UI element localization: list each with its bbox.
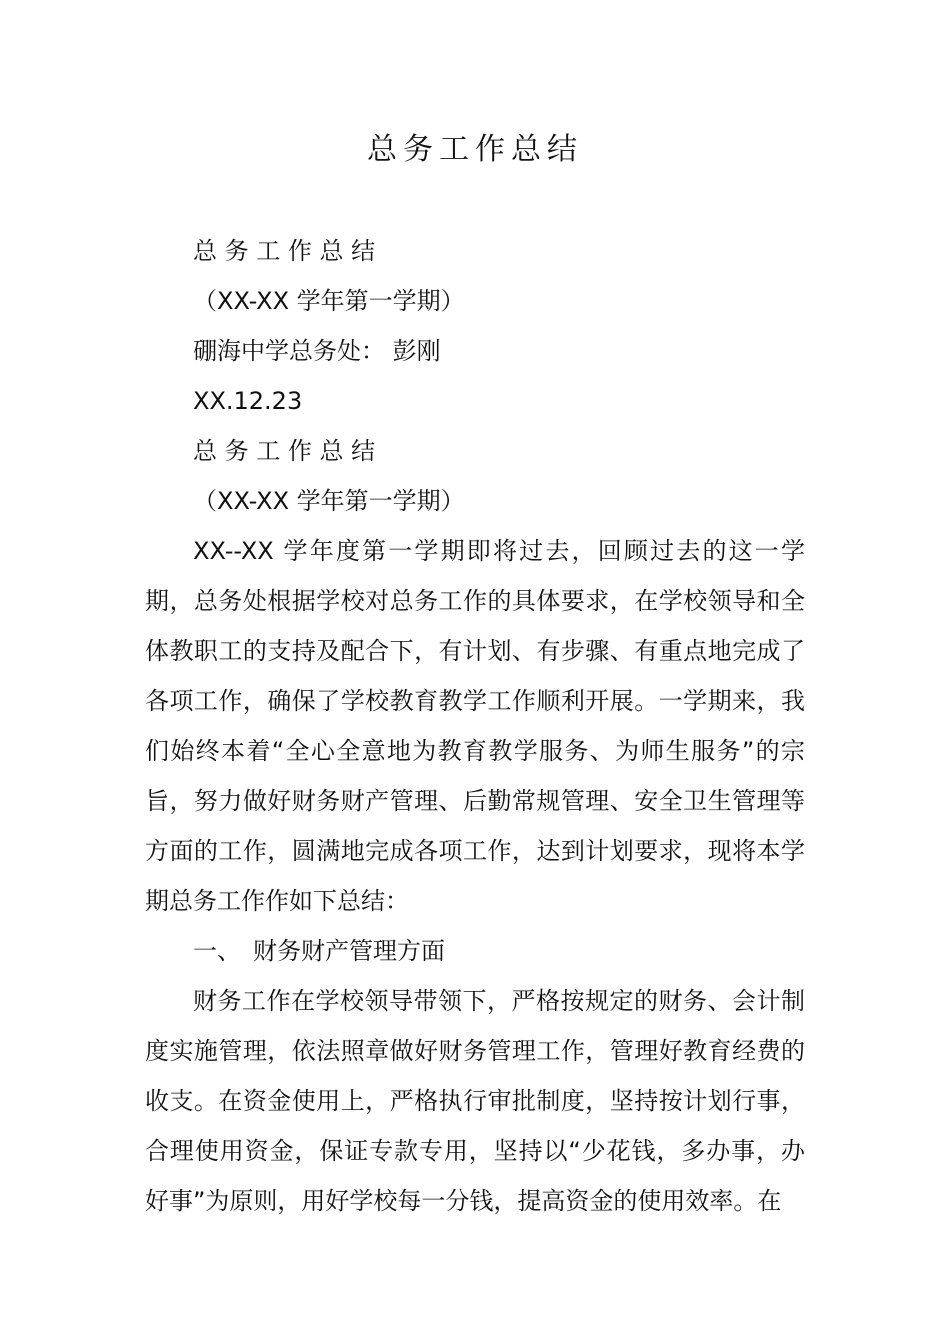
header-line-term-repeat: （XX-XX 学年第一学期） xyxy=(193,487,465,515)
header-line-title-repeat: 总 务 工 作 总 结 xyxy=(193,437,376,465)
header-line-date: XX.12.23 xyxy=(193,387,303,415)
section-number: 一、 xyxy=(193,937,241,965)
header-line-title: 总 务 工 作 总 结 xyxy=(193,237,376,265)
section1-paragraph: 财务工作在学校领导带领下，严格按规定的财务、会计制度实施管理，依法照章做好财务管理工作，管理好教育经费的收支。在资金使用上，严格执行审批制度，坚持按计划行事，合理使用资金，保证专款专用，坚持以“少花钱，多办事，办好事”为原则，用好学校每一分钱，提高资金的使用效率。在 xyxy=(145,987,805,1215)
header-line-author: 硼海中学总务处： 彭刚 xyxy=(193,337,441,365)
section-heading-1 xyxy=(145,926,805,976)
intro-paragraph: XX--XX 学年度第一学期即将过去，回顾过去的这一学期，总务处根据学校对总务工作的具体要求，在学校领导和全体教职工的支持及配合下，有计划、有步骤、有重点地完成了各项工作，确保了学校教育教学工作顺利开展。一学期来，我们始终本着“全心全意地为教育教学服务、为师生服务”的宗旨，努力做好财务财产管理、后勤常规管理、安全卫生管理等方面的工作，圆满地完成各项工作，达到计划要求，现将本学期总务工作作如下总结： xyxy=(145,537,805,915)
section-title: 财务财产管理方面 xyxy=(253,937,445,965)
document-title: 总务工作总结 xyxy=(367,132,583,167)
header-line-term: （XX-XX 学年第一学期） xyxy=(193,287,465,315)
document-body xyxy=(145,226,805,1226)
